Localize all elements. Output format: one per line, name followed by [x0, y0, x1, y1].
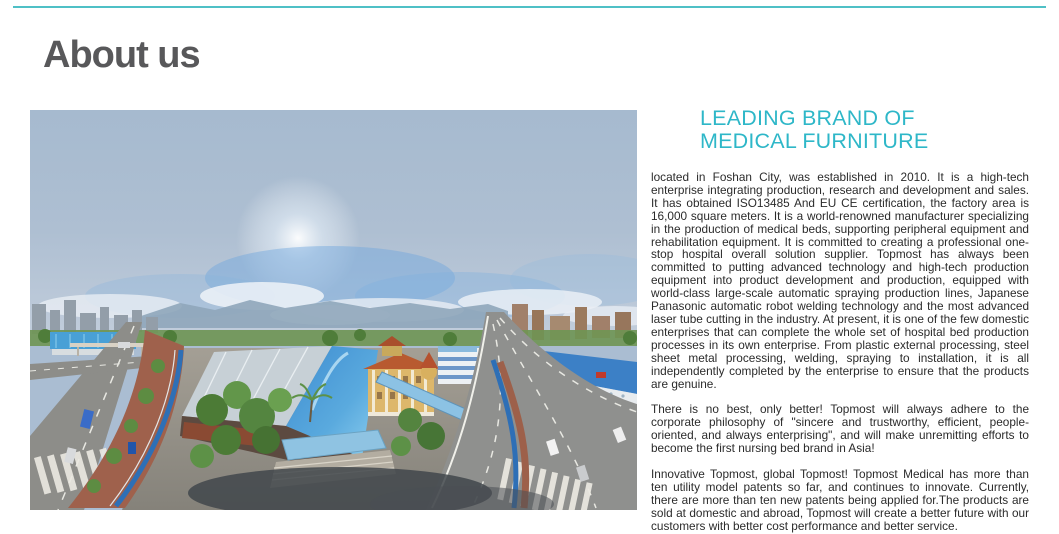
- section-heading-line-2: MEDICAL FURNITURE: [700, 129, 929, 153]
- factory-panorama-photo: [30, 110, 637, 510]
- about-paragraph-1: located in Foshan City, was established in 2010. It is a high-tech enterprise integrating production, research and development and sales. It has obtained ISO13485 And EU CE certification, the factory area is 16,000 square meters. It is a world-renowned manufacturer specializing in the production of medical beds, supporting peripheral equipment and rehabilitation equipment. It is committed to creating a professional one-stop hospital overall solution supplier. Topmost has always been committed to putting advanced technology and high-tech production equipment into product development and production, equipped with world-class large-scale automatic spraying production lines, Japanese Panasonic automatic robot welding technology and the most advanced laser tube cutting in the industry. At present, it is one of the few domestic enterprises that can complete the whole set of hospital bed production processes in its own enterprise. From plastic external processing, steel sheet metal processing, welding, spraying to installation, it is all independently completed by the enterprise to ensure that the products are genuine.: [651, 170, 1029, 391]
- about-paragraph-3: Innovative Topmost, global Topmost! Topmost Medical has more than ten utility model patents so far, and continues to innovate. Currently, there are more than ten new patents being applied for.The products are sold at domestic and abroad, Topmost will create a better future with our customers with better cost performance and better service.: [651, 467, 1029, 533]
- section-heading-line-1: LEADING BRAND OF: [700, 106, 915, 130]
- page-title: About us: [43, 34, 200, 76]
- about-paragraph-2: There is no best, only better! Topmost will always adhere to the corporate philosophy of "sincere and trustworthy, efficient, people-oriented, and always enterprising", and will make unremitting efforts to become the first nursing bed brand in Asia!: [651, 402, 1029, 456]
- factory-panorama-illustration: [30, 110, 637, 510]
- top-divider: [13, 6, 1046, 8]
- section-heading: [700, 107, 1029, 153]
- about-text-column: [651, 107, 1029, 534]
